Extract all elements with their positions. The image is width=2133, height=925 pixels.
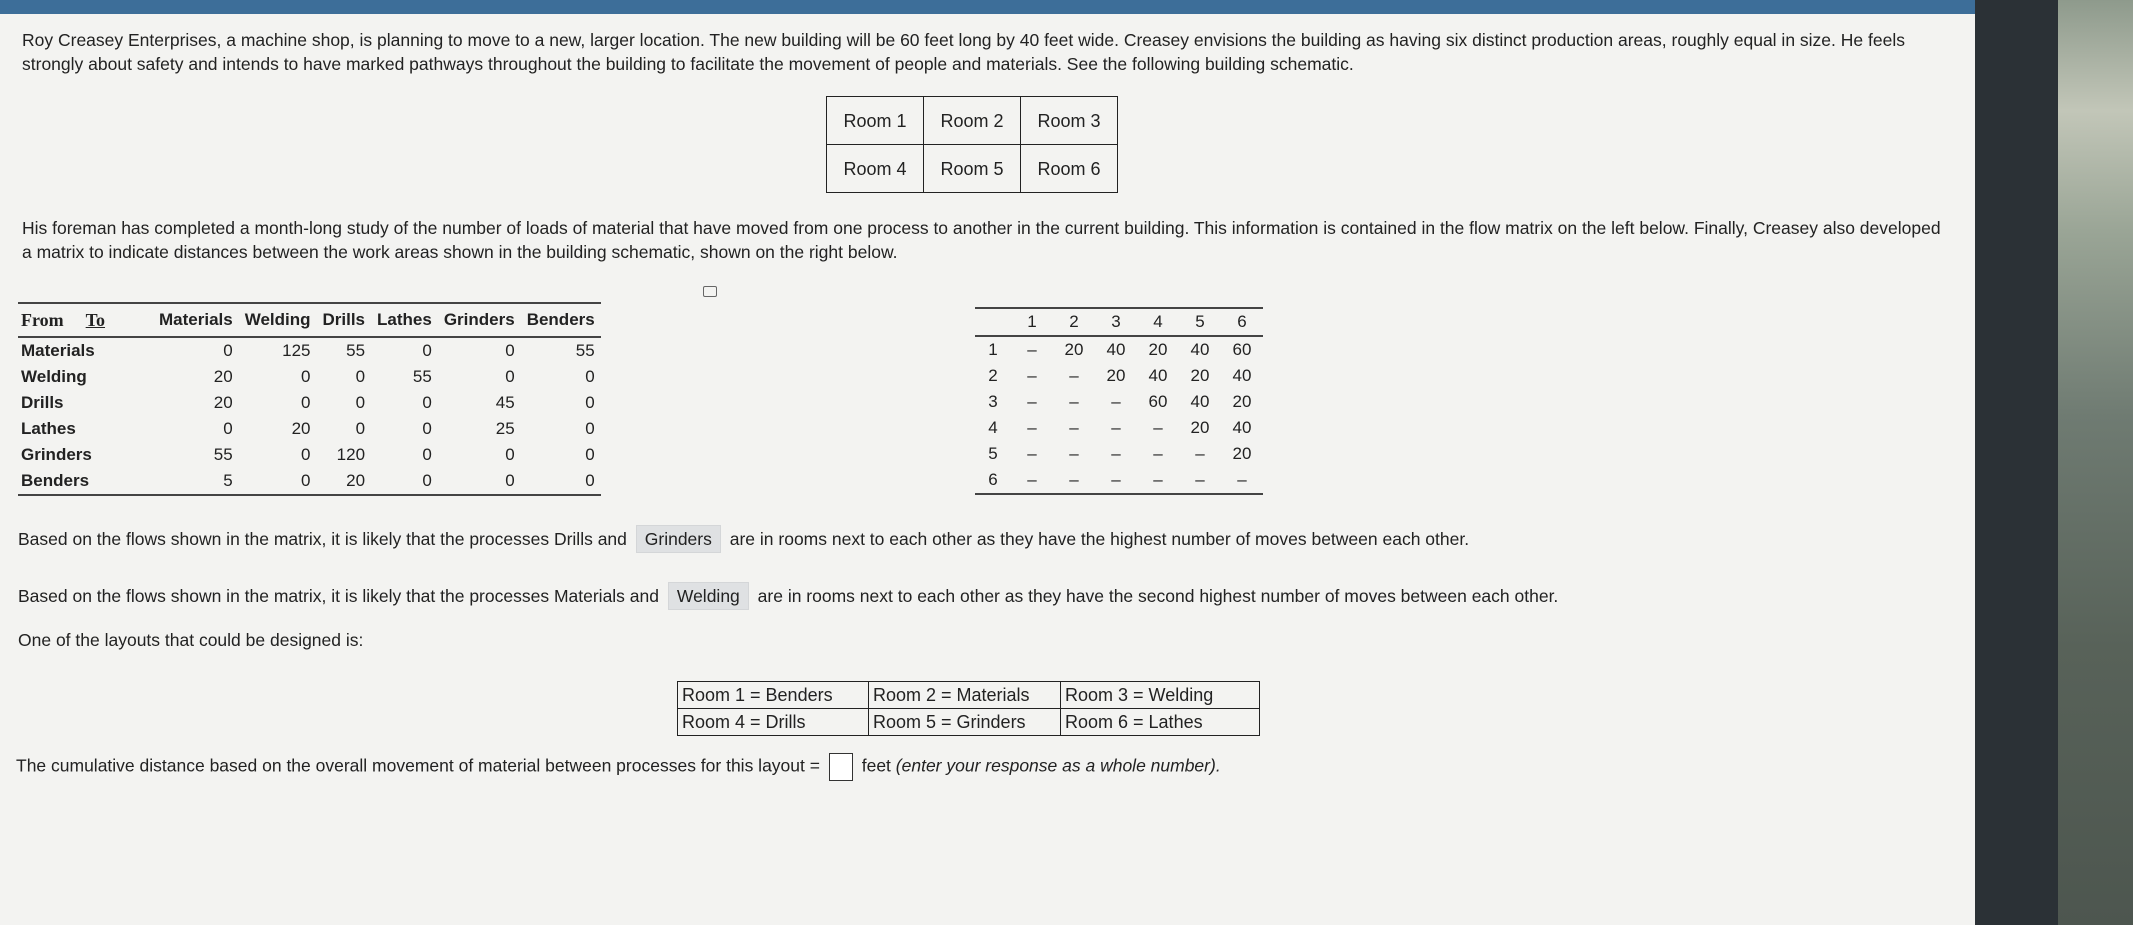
distance-row [975,441,1263,467]
q2-text-before: Based on the flows shown in the matrix, it is likely that the processes Materials and [18,586,659,606]
flow-row-label: Benders [18,468,153,495]
schematic-room-6: Room 6 [1021,145,1118,193]
distance-cell: – [1011,467,1053,494]
question-3 [16,753,1221,781]
flow-cell: 0 [355,367,366,386]
flow-cell: 120 [336,445,366,464]
flow-col-header: Benders [521,303,601,337]
distance-cell: 40 [1190,392,1210,411]
distance-col-header: 3 [1095,308,1137,336]
flow-cell: 0 [585,445,595,464]
question-2 [18,582,1558,610]
distance-cell: – [1111,418,1121,437]
distance-cell: – [1195,444,1205,463]
foreman-paragraph: His foreman has completed a month-long study of the number of loads of material that have moved from one process to another in the current building. This information is contained in the flow matrix on the left below. Finally, Creasey also developed a matrix to indicate distances between the work areas shown in the building schematic, shown on the right below. [22,218,1941,262]
top-bar [0,0,1975,14]
distance-cell: – [1069,392,1079,411]
distance-cell: 20 [1148,340,1168,359]
distance-cell: 20 [1064,340,1084,359]
flow-row-label: Grinders [21,445,92,464]
distance-row-label: 3 [988,392,998,411]
flow-cell: 0 [422,393,432,412]
flow-cell: 0 [521,468,601,495]
flow-cell: 0 [223,341,233,360]
flow-cell: 0 [585,367,595,386]
flow-col-header: Lathes [371,303,438,337]
layout-cell-room-4: Room 4 = Drills [678,709,869,736]
to-label: To [85,309,106,330]
flow-row-label: Materials [21,341,95,360]
flow-row [18,468,601,495]
distance-row-label: 6 [975,467,1011,494]
distance-row-label: 1 [988,340,998,359]
flow-cell: 20 [213,393,233,412]
flow-cell: 0 [438,468,521,495]
distance-cell: – [1069,418,1079,437]
distance-cell: – [1137,467,1179,494]
distance-cell: 20 [1232,444,1252,463]
distance-cell: – [1027,366,1037,385]
flow-cell: 0 [422,445,432,464]
schematic-room-5: Room 5 [924,145,1021,193]
flow-cell: 20 [213,367,233,386]
q3-hint: (enter your response as a whole number). [895,755,1221,776]
schematic-room-1: Room 1 [827,97,924,145]
flow-cell: 0 [585,393,595,412]
flow-cell: 0 [355,419,366,438]
distance-row-label: 5 [988,444,998,463]
distance-cell: – [1221,467,1263,494]
right-dark-panel [1975,0,2058,925]
q2-text-after: are in rooms next to each other as they have the second highest number of moves between each other. [757,586,1559,606]
flow-row [18,442,601,468]
flow-cell: 20 [317,468,372,495]
question-1 [18,525,1469,553]
distance-cell: 40 [1106,340,1126,359]
flow-cell: 0 [422,419,432,438]
flow-cell: 0 [223,419,233,438]
flow-cell: 0 [505,341,515,360]
distance-cell: 20 [1190,366,1210,385]
flow-cell: 55 [575,341,595,360]
distance-col-header: 6 [1221,308,1263,336]
cumulative-distance-input[interactable] [829,753,853,781]
distance-col-header: 5 [1179,308,1221,336]
q1-text-after: are in rooms next to each other as they have the highest number of moves between each other. [729,529,1470,549]
q1-answer-dropdown[interactable]: Grinders [636,525,721,553]
distance-row [975,336,1263,363]
distance-cell: – [1111,392,1121,411]
distance-col-header: 2 [1053,308,1095,336]
flow-row [18,390,601,416]
flow-row-label: Drills [21,393,64,412]
layout-cell-room-6: Room 6 = Lathes [1061,709,1260,736]
flow-cell: 0 [239,468,317,495]
distance-cell: – [1069,366,1079,385]
distance-matrix [975,307,1263,495]
distance-col-header: 1 [1011,308,1053,336]
distance-row [975,389,1263,415]
flow-cell: 0 [355,393,366,412]
distance-cell: 60 [1148,392,1168,411]
flow-matrix [18,302,601,496]
distance-cell: – [1153,444,1163,463]
q3-text-before: The cumulative distance based on the overall movement of material between processes for this layout = [16,755,820,776]
flow-cell: 0 [505,367,515,386]
distance-cell: 40 [1232,418,1252,437]
q2-answer-dropdown[interactable]: Welding [668,582,749,610]
distance-cell: – [1053,467,1095,494]
flow-col-header: Materials [153,303,239,337]
flow-cell: 5 [153,468,239,495]
copy-icon[interactable] [703,286,717,297]
flow-cell: 55 [412,367,432,386]
flow-cell: 25 [495,419,515,438]
schematic-room-4: Room 4 [827,145,924,193]
flow-cell: 0 [301,445,311,464]
flow-row-label: Welding [21,367,87,386]
distance-cell: 20 [1106,366,1126,385]
distance-corner [975,308,1011,336]
flow-cell: 0 [301,393,311,412]
flow-cell: 0 [422,341,432,360]
flow-cell: 0 [371,468,438,495]
distance-cell: 40 [1232,366,1252,385]
q3-text-after: feet [861,755,891,776]
flow-col-header: Drills [317,303,372,337]
layout-table [677,681,1260,736]
schematic-room-3: Room 3 [1021,97,1118,145]
distance-cell: – [1027,418,1037,437]
flow-col-header: Welding [239,303,317,337]
flow-col-header: Grinders [438,303,521,337]
distance-row-label: 2 [988,366,998,385]
from-label: From [21,309,64,330]
intro-paragraph: Roy Creasey Enterprises, a machine shop, is planning to move to a new, larger location. The new building will be 60 feet long by 40 feet wide. Creasey envisions the building as having six distinct production areas, roughly equal in size. He feels strongly about safety and intends to have marked pathways throughout the building to facilitate the movement of people and materials. See the following building schematic. [22,30,1905,74]
flow-cell: 0 [301,367,311,386]
from-to-header [18,303,153,337]
distance-cell: 40 [1148,366,1168,385]
distance-cell: 60 [1232,340,1252,359]
layout-cell-room-5: Room 5 = Grinders [869,709,1061,736]
distance-cell: 20 [1190,418,1210,437]
layout-intro: One of the layouts that could be designed is: [18,630,364,650]
flow-row [18,416,601,442]
distance-row [975,415,1263,441]
distance-cell: – [1027,392,1037,411]
distance-row [975,363,1263,389]
distance-cell: – [1027,444,1037,463]
distance-cell: 40 [1190,340,1210,359]
distance-col-header: 4 [1137,308,1179,336]
distance-cell: 20 [1232,392,1252,411]
distance-cell: – [1111,444,1121,463]
distance-cell: – [1027,340,1037,359]
flow-cell: 55 [213,445,233,464]
distance-cell: – [1153,418,1163,437]
layout-cell-room-2: Room 2 = Materials [869,682,1061,709]
building-schematic [826,96,1118,193]
q1-text-before: Based on the flows shown in the matrix, it is likely that the processes Drills and [18,529,627,549]
distance-cell: – [1069,444,1079,463]
distance-cell: – [1095,467,1137,494]
flow-cell: 55 [346,341,366,360]
flow-cell: 0 [505,445,515,464]
distance-cell: – [1179,467,1221,494]
flow-cell: 20 [291,419,311,438]
flow-cell: 45 [495,393,515,412]
flow-row [18,337,601,364]
flow-cell: 0 [585,419,595,438]
right-edge-background [2058,0,2133,925]
flow-cell: 125 [282,341,311,360]
layout-cell-room-3: Room 3 = Welding [1061,682,1260,709]
schematic-room-2: Room 2 [924,97,1021,145]
flow-row [18,364,601,390]
flow-row-label: Lathes [21,419,76,438]
distance-row-label: 4 [988,418,998,437]
layout-cell-room-1: Room 1 = Benders [678,682,869,709]
distance-row [975,467,1263,494]
